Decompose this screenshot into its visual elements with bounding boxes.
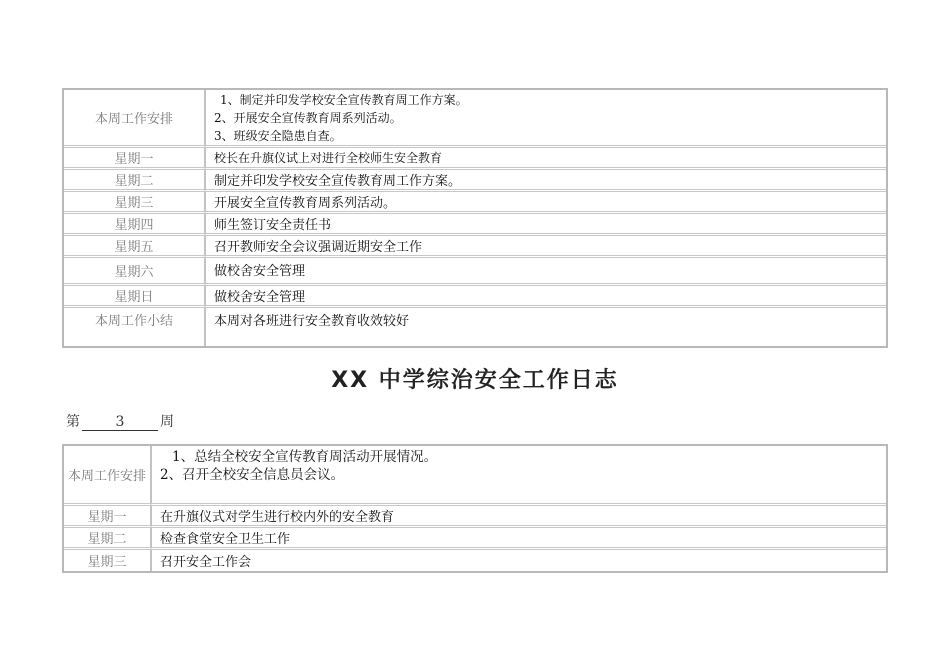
day-label: 星期二: [64, 170, 205, 192]
day-row-tue: [64, 170, 886, 192]
page-title: XX 中学综治安全工作日志: [331, 368, 619, 393]
day-label: 星期六: [64, 258, 205, 286]
summary-label: 本周工作小结: [64, 308, 205, 346]
plan-item: 2、召开全校安全信息员会议。: [160, 467, 345, 483]
plan-item: 3、班级安全隐患自查。: [214, 128, 342, 143]
day-content: 师生签订安全责任书: [205, 214, 886, 236]
day-content: 校长在升旗仪试上对进行全校师生安全教育: [205, 148, 886, 170]
day-row-sat: [64, 258, 886, 286]
week-prefix: 第: [66, 414, 80, 430]
day-row-sun: [64, 286, 886, 308]
plan-label: 本周工作安排: [64, 90, 205, 148]
day-content: 在升旗仪式对学生进行校内外的安全教育: [151, 506, 886, 528]
day-label: 星期三: [64, 550, 151, 571]
week2-log-table: [62, 88, 888, 348]
day-content: 做校舍安全管理: [205, 258, 886, 286]
plan-item: 1、总结全校安全宣传教育周活动开展情况。: [172, 449, 438, 465]
day-content: 做校舍安全管理: [205, 286, 886, 308]
plan-content: [151, 446, 886, 506]
plan-label: 本周工作安排: [64, 446, 151, 506]
day-row-thu: [64, 214, 886, 236]
day-label: 星期一: [64, 506, 151, 528]
week-number: 3: [82, 414, 158, 431]
plan-content: [205, 90, 886, 148]
plan-item: 2、开展安全宣传教育周系列活动。: [214, 110, 402, 125]
week3-log-table: [62, 444, 888, 573]
summary-content: 本周对各班进行安全教育收效较好: [205, 308, 886, 346]
plan-row: [64, 90, 886, 148]
day-label: 星期二: [64, 528, 151, 550]
plan-row: [64, 446, 886, 506]
day-label: 星期一: [64, 148, 205, 170]
day-row-mon: [64, 506, 886, 528]
plan-item: 1、制定并印发学校安全宣传教育周工作方案。: [220, 92, 468, 107]
day-row-wed: [64, 550, 886, 571]
day-content: 召开安全工作会: [151, 550, 886, 571]
day-row-wed: [64, 192, 886, 214]
summary-row: [64, 308, 886, 346]
day-row-mon: [64, 148, 886, 170]
day-label: 星期四: [64, 214, 205, 236]
day-label: 星期三: [64, 192, 205, 214]
day-content: 召开教师安全会议强调近期安全工作: [205, 236, 886, 258]
day-row-fri: [64, 236, 886, 258]
day-label: 星期日: [64, 286, 205, 308]
day-label: 星期五: [64, 236, 205, 258]
day-content: 开展安全宣传教育周系列活动。: [205, 192, 886, 214]
week-number-line: [66, 411, 174, 431]
day-row-tue: [64, 528, 886, 550]
week-suffix: 周: [160, 414, 174, 430]
day-content: 检查食堂安全卫生工作: [151, 528, 886, 550]
day-content: 制定并印发学校安全宣传教育周工作方案。: [205, 170, 886, 192]
